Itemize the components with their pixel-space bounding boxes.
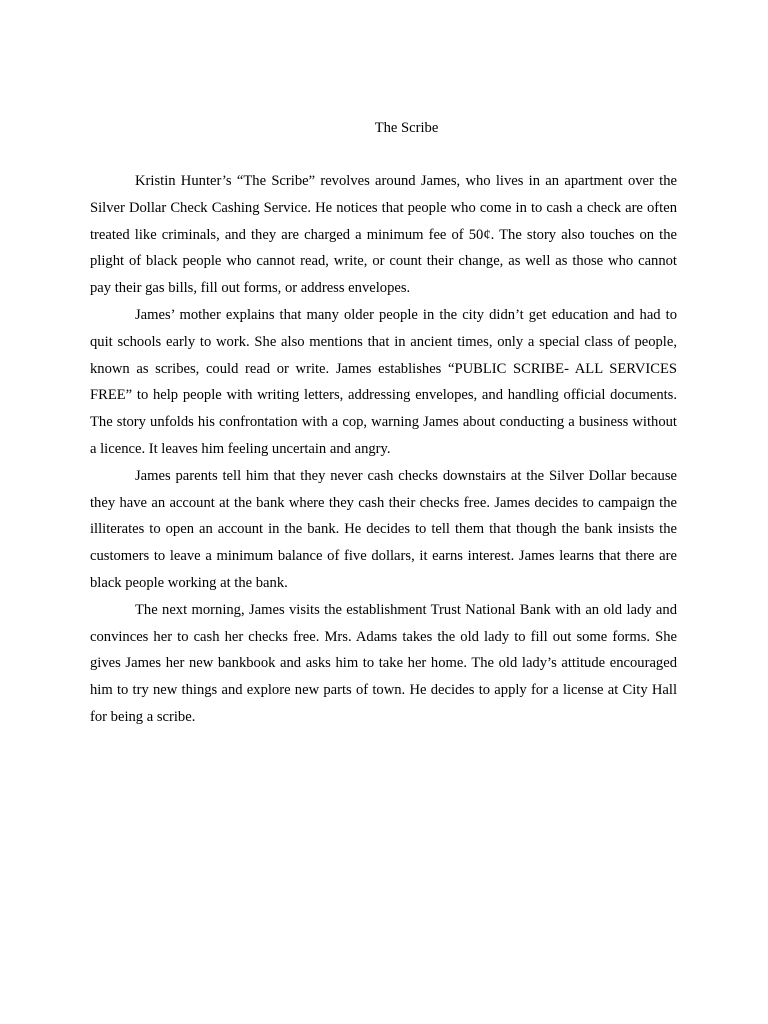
paragraph-4: The next morning, James visits the establishment Trust National Bank with an old lady and convinces her to cash her checks free. Mrs. Adams takes the old lady to fill out some forms. She gives James her new bankbook and asks him to take her home. The old lady’s attitude encouraged him to try new things and explore new parts of town. He decides to apply for a license at City Hall for being a scribe.	[90, 601, 677, 725]
document-title: The Scribe	[374, 120, 439, 136]
paragraph-3: James parents tell him that they never cash checks downstairs at the Silver Dollar because they have an account at the bank where they cash their checks free. James decides to campaign the illiterates to open an account in the bank. He decides to tell them that though the bank insists the customers to leave a minimum balance of five dollars, it earns interest. James learns that there are black people working at the bank.	[90, 467, 677, 591]
document-page	[90, 114, 677, 731]
paragraph-2: James’ mother explains that many older people in the city didn’t get education and had to quit schools early to work. She also mentions that in ancient times, only a special class of people, known as scribes, could read or write. James establishes “PUBLIC SCRIBE- ALL SERVICES FREE” to help people with writing letters, addressing envelopes, and handling official documents. The story unfolds his confrontation with a cop, warning James about conducting a business without a licence. It leaves him feeling uncertain and angry.	[90, 306, 677, 457]
paragraph-1: Kristin Hunter’s “The Scribe” revolves around James, who lives in an apartment over the Silver Dollar Check Cashing Service. He notices that people who come in to cash a check are often treated like criminals, and they are charged a minimum fee of 50¢. The story also touches on the plight of black people who cannot read, write, or count their change, as well as those who cannot pay their gas bills, fill out forms, or address envelopes.	[90, 173, 677, 297]
